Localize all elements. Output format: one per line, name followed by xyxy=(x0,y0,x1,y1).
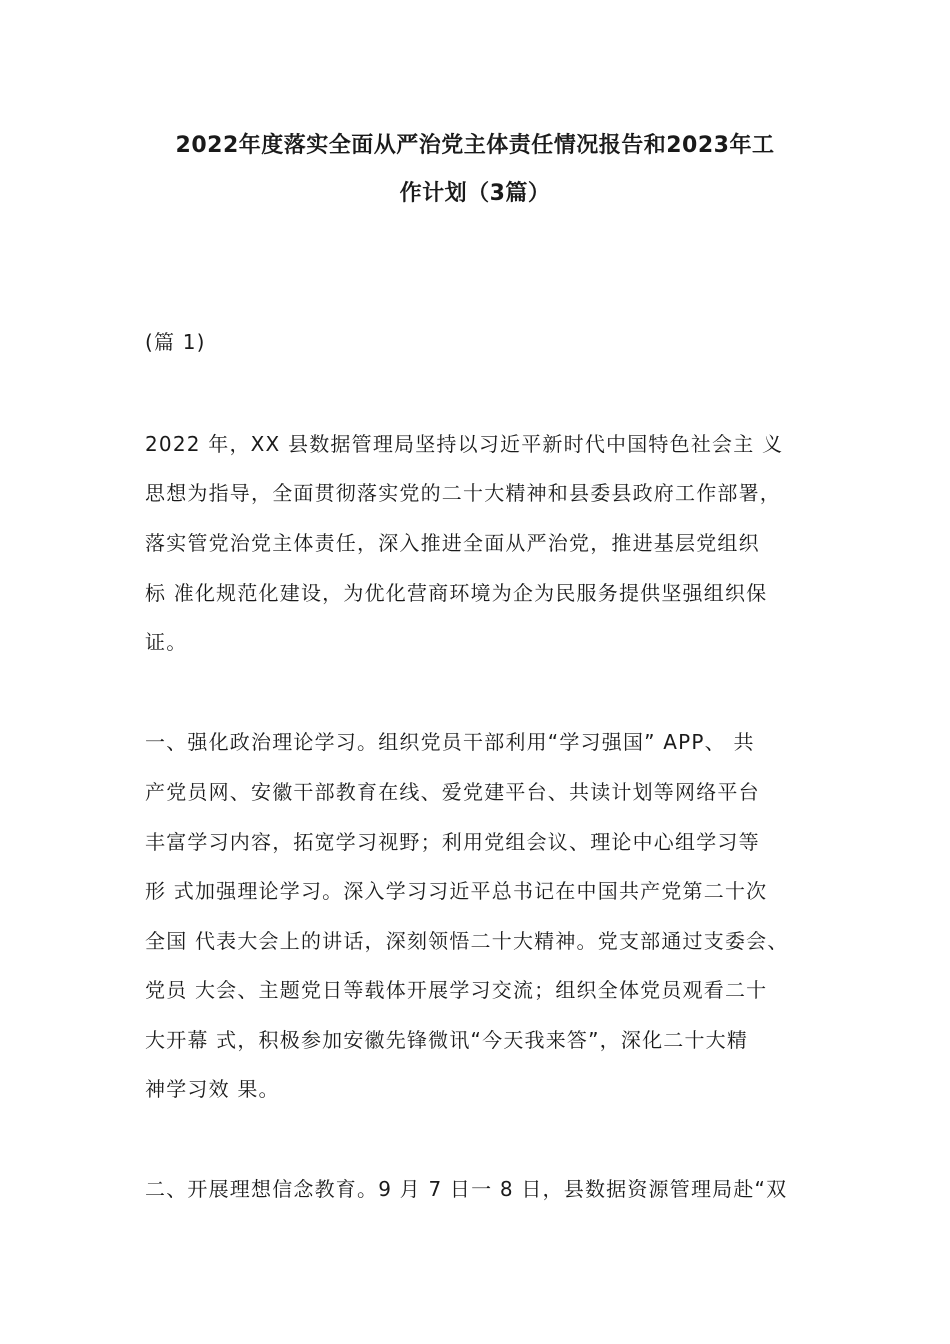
document-title-line-1: 2022年度落实全面从严治党主体责任情况报告和2023年工 xyxy=(175,133,775,158)
paragraph-1-line-3: 落实管党治党主体责任，深入推进全面从严治党，推进基层党组织 xyxy=(145,531,760,555)
paragraph-3-line-1: 二、开展理想信念教育。9 月 7 日一 8 日，县数据资源管理局赴“双 xyxy=(145,1177,788,1201)
paragraph-2-line-6: 党员 大会、主题党日等载体开展学习交流；组织全体党员观看二十 xyxy=(145,978,768,1002)
paragraph-2-line-2: 产党员网、安徽干部教育在线、爱党建平台、共读计划等网络平台 xyxy=(145,780,760,804)
paragraph-2-line-7: 大开幕 式，积极参加安徽先锋微讯“今天我来答”，深化二十大精 xyxy=(145,1028,749,1052)
paragraph-1-line-4: 标 准化规范化建设，为优化营商环境为企为民服务提供坚强组织保 xyxy=(145,581,768,605)
paragraph-2-line-3: 丰富学习内容，拓宽学习视野；利用党组会议、理论中心组学习等 xyxy=(145,830,760,854)
paragraph-2-line-5: 全国 代表大会上的讲话，深刻领悟二十大精神。党支部通过支委会、 xyxy=(145,929,789,953)
paragraph-1-line-1: 2022 年，XX 县数据管理局坚持以习近平新时代中国特色社会主 义 xyxy=(145,432,784,456)
paragraph-2-line-4: 形 式加强理论学习。深入学习习近平总书记在中国共产党第二十次 xyxy=(145,879,768,903)
paragraph-1-line-5: 证。 xyxy=(145,630,188,654)
paragraph-1-line-2: 思想为指导，全面贯彻落实党的二十大精神和县委县政府工作部署， xyxy=(145,481,781,505)
paragraph-2-line-8: 神学习效 果。 xyxy=(145,1077,280,1101)
document-title-line-2: 作计划（3篇） xyxy=(399,181,551,206)
paragraph-2-line-1: 一、强化政治理论学习。组织党员干部利用“学习强国” APP、 共 xyxy=(145,730,755,754)
section-label: (篇 1) xyxy=(145,330,206,354)
